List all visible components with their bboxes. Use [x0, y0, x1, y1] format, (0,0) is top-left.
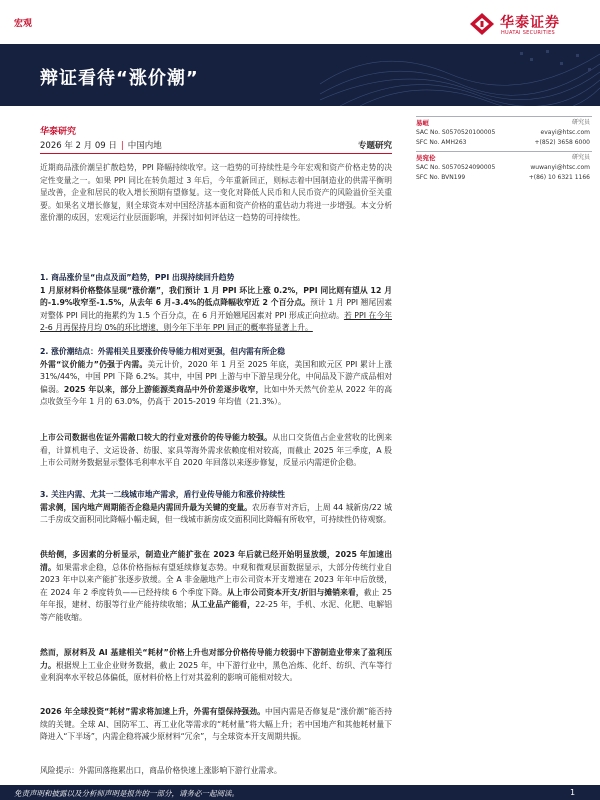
analyst-phone: +(86) 10 6321 1166	[528, 174, 590, 181]
report-title: 辩证看待“涨价潮”	[40, 68, 199, 89]
page-number: 1	[570, 788, 576, 797]
section-bold-text: 2026 年全球投资“耗材”需求将加速上升，外需有望保持强劲。	[40, 707, 266, 716]
section-text: 中国内需是否修复是“涨价潮”能否持续的关键。全球 AI、国防军工、再工业化等需求的“耗材量”将大幅上升；若中国地产和其他耗材量下降进入“下半场”，内需企稳将减少原材料“冗余”，与全球资本开支周期共振。	[40, 707, 393, 742]
analyst-card	[416, 153, 592, 183]
risk-warning: 风险提示：外需回落拖累出口，商品价格快速上涨影响下游行业需求。	[40, 766, 282, 775]
section-bold-text: 上市公司数据也佐证外需敞口较大的行业对涨价的传导能力较强。	[40, 433, 273, 442]
institute-name: 华泰研究	[40, 127, 77, 137]
section-bold-text: 需求侧，国内地产周期能否企稳是内需回升最为关键的变量。	[40, 502, 253, 512]
section-bold-text-2: 从上市公司资本开支/折旧与摊销来看，	[226, 587, 364, 597]
section-bold-text-3: 从工业品产能看，	[191, 600, 256, 610]
section-text: 从出口交货值占企业营收的比例来看，计算机电子、文运设备、纺服、家具等海外需求依赖度相对较高，而截止 2025 年三季度，A 股上市公司财务数据显示整体毛利率水平自 2020 年回落以来逐步修复，反显示内需逆价企稳。	[40, 433, 393, 468]
section-text-2: 截止 25 年年报，建材、纺服等行业产能持续收缩；	[40, 587, 392, 610]
report-region: 中国内地	[127, 141, 162, 151]
section-text: 美元计价，2020 年 1 月至 2025 年底，美国和欧元区 PPI 累计上涨 31%/44%，中国 PPI 下降 6.2%。其中，中国 PPI 上游与中下游呈现分化，中间品及下游产成品相对偏弱。	[40, 359, 392, 394]
section-2	[40, 346, 392, 409]
analyst-sfc: SFC No. BVN199	[416, 174, 466, 181]
section-heading: 1. 商品涨价呈“由点及面”趋势，PPI 出现持续回升趋势	[40, 273, 235, 282]
section-bold-text: 外需“议价能力”仍强于内需。	[40, 359, 148, 369]
section-label: 宏观	[14, 19, 33, 29]
section-bold-text: 1 月原材料价格整体呈现“涨价潮”，我们预计 1 月 PPI 环比上涨 0.2%，PPI 同比则有望从 12 月的-1.9%收窄至-1.5%，从去年 6 月-3.4%的低点降幅收窄近 2 个百分点。	[40, 285, 392, 308]
analyst-phone: +(852) 3658 6000	[534, 139, 590, 146]
analyst-name: 易峘	[416, 119, 429, 127]
logo-mark-icon	[468, 11, 496, 37]
section-bold-text: 然而，原材料及 AI 基建相关“耗材”价格上升也对部分价格传导能力较弱中下游制造业带来了盈利压力。	[40, 648, 392, 670]
logo-text-en: HUATAI SECURITIES	[501, 30, 555, 36]
analyst-sac: SAC No. S0570524090005	[416, 164, 496, 171]
huatai-logo	[468, 10, 590, 40]
section-bold-text-2: 2025 年以来，部分上游能源类商品中外价差逐步收窄，	[63, 384, 264, 394]
analyst-email[interactable]: wuwanyi@htsc.com	[530, 164, 590, 171]
paragraph-supply-side	[40, 549, 392, 625]
analyst-name: 吴宛伦	[416, 154, 436, 162]
section-text: 根据规上工业企业财务数据，截止 2025 年，中下游行业中，黑色冶炼、化纤、纺织、汽车等行业利润率水平较总体偏低，原材料价格上行对其盈利的影响可能相对较大。	[40, 660, 392, 683]
analyst-role: 研究员	[571, 119, 590, 126]
paragraph-outlook	[40, 706, 392, 744]
paragraph-listed-companies	[40, 432, 392, 470]
section-underline-text: 若 PPI 在今年 2-6 月再保持月均 0%的环比增速，则今年下半年 PPI 回正的概率将显著上升。	[40, 310, 392, 333]
analyst-divider	[416, 116, 592, 117]
title-banner	[0, 44, 600, 106]
analyst-role: 研究员	[571, 154, 590, 161]
date-line: 2026 年 2 月 09 日 | 中国内地 专题研究	[40, 141, 392, 151]
section-heading: 2. 涨价潮结点：外需相关且要涨价传导能力相对更强，但内需有所企稳	[40, 347, 286, 356]
section-1	[40, 272, 392, 335]
banner-decoration	[320, 44, 600, 106]
analyst-card	[416, 118, 592, 148]
section-3	[40, 489, 392, 527]
analyst-sfc: SFC No. AMH263	[416, 139, 467, 146]
logo-text-cn: 华泰证券	[500, 15, 560, 31]
footer-disclaimer: 免责声明和披露以及分析师声明是报告的一部分，请务必一起阅读。	[14, 789, 239, 798]
section-text: 如果需求企稳，总体价格指标有望延续修复态势。中观和微观层面数据显示，大部分传统行业自 2023 年中以来产能扩张逐步放缓。全 A 非金融地产上市公司资本开支增速在 2023 年年中后放缓，在 2024 年 2 季度转负——已经持续 6 个季度下降。	[40, 562, 393, 597]
section-text: 预计 1 月 PPI 翘尾因素对整体 PPI 同比的拖累约为 1.5 个百分点，在 6 月开始翘尾因素对 PPI 形成正向拉动。	[40, 298, 392, 320]
section-text-3: 22-25 年，手机、水泥、化肥、电解铝等产能收缩。	[40, 600, 392, 622]
report-date: 2026 年 2 月 09 日	[40, 141, 117, 151]
analyst-divider	[416, 151, 592, 152]
analyst-sac: SAC No. S0570520100005	[416, 129, 496, 136]
paragraph-margin-pressure	[40, 647, 392, 685]
section-bold-text: 供给侧，多因素的分析显示，制造业产能扩张在 2023 年后就已经开始明显放缓，2025 年加速出清。	[40, 550, 392, 572]
divider	[40, 153, 392, 154]
section-text-2: 比如中外天然气价差从 2022 年的高点收敛至今年 1 月的 63.0%，仍高于 2015-2019 年均值（21.3%）。	[40, 384, 393, 407]
abstract-paragraph: 近期商品涨价潮呈扩散趋势，PPI 降幅持续收窄。这一趋势的可持续性是今年宏观和资产价格走势的决定性变量之一。如果 PPI 同比在转负超过 3 年后，今年重新回正，则标志着中国制造业的供需平衡明显改善，企业和居民的收入增长预期有望修复。这一变化对降低人民币和人民币资产的风险溢价至关重要。如果名义增长修复，则全球资本对中国经济基本面和资产价格的重估动力将进一步增强。本文分析涨价潮的成因，宏观运行业层面影响，并探讨如何评估这一趋势的可持续性。	[40, 163, 392, 223]
section-text: 农历春节对齐后，上周 44 城新房/22 城二手房成交面积同比降幅小幅走阔，但一线城市新房成交面积同比降幅有所收窄，可持续性仍待观察。	[40, 502, 393, 525]
analyst-email[interactable]: evayi@htsc.com	[540, 129, 590, 136]
report-type: 专题研究	[357, 141, 392, 151]
section-heading: 3. 关注内需、尤其一二线城市地产需求，盾行业传导能力和涨价持续性	[40, 490, 286, 499]
